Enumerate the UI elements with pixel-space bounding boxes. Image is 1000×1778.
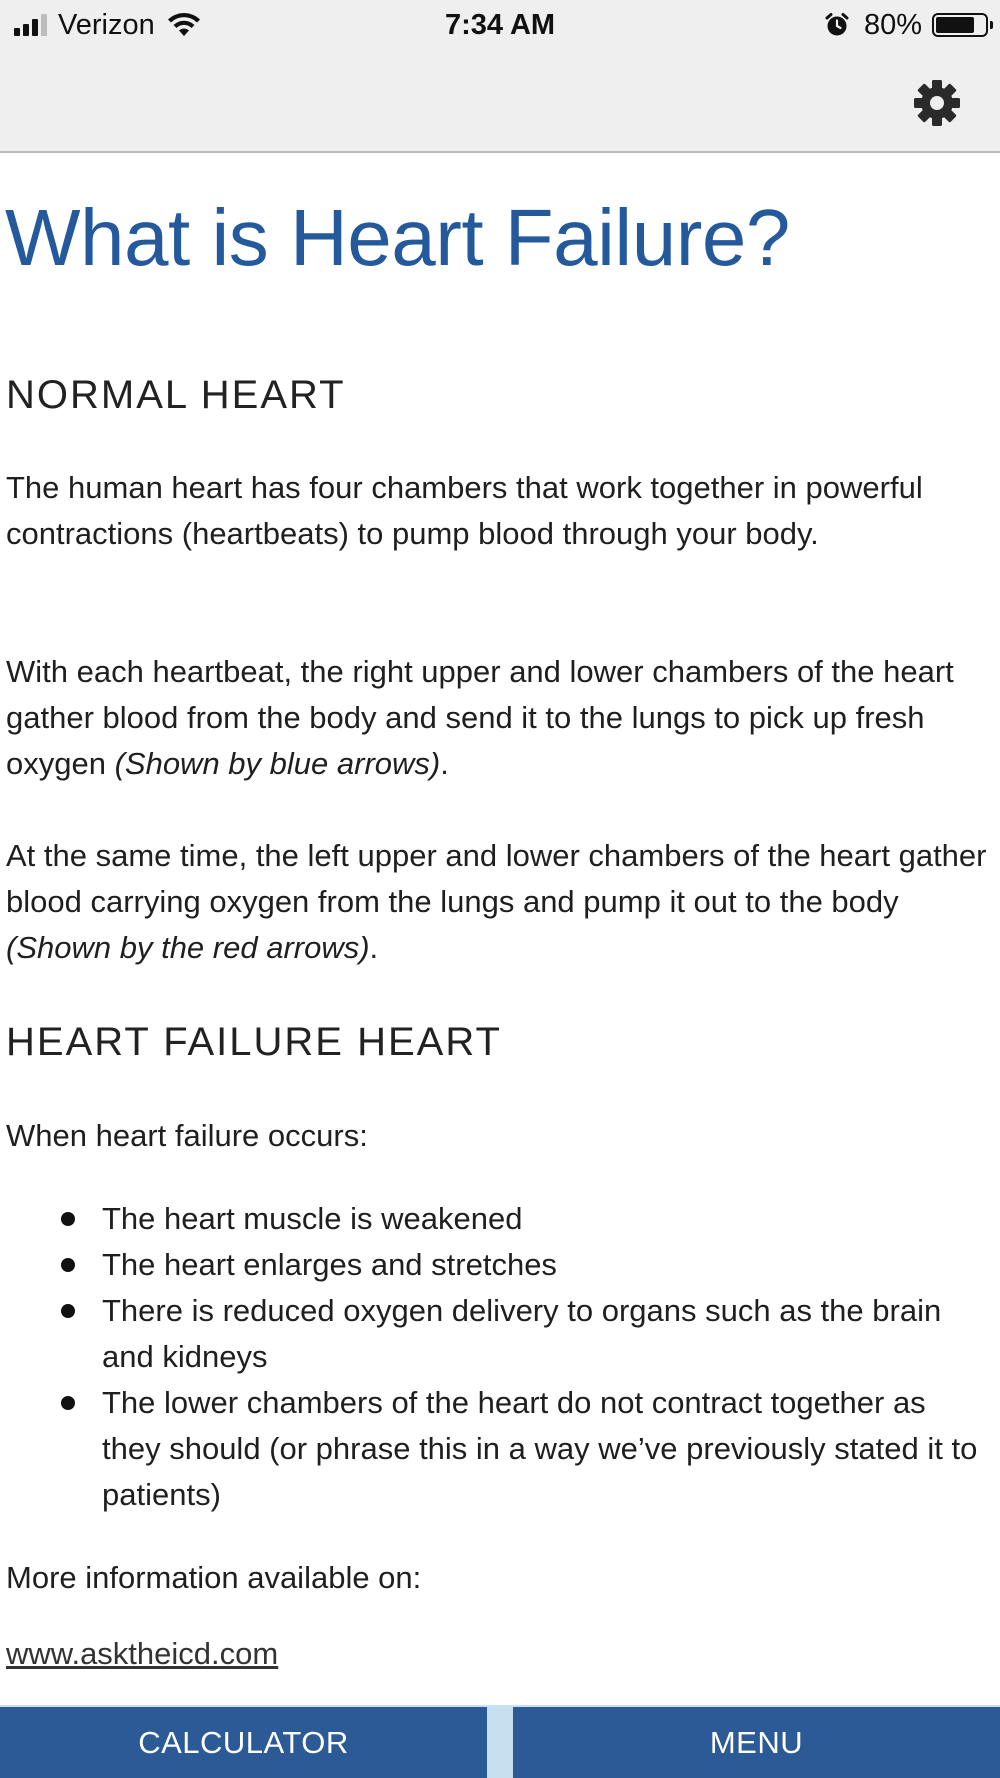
list-item: The lower chambers of the heart do not contract together as they should (or phrase this in a way we’ve previously stated it to patients) xyxy=(0,1380,1000,1518)
top-bar xyxy=(0,0,1000,153)
status-bar xyxy=(0,0,1000,50)
blue-arrows-note: (Shown by blue arrows) xyxy=(114,746,441,781)
paragraph-chambers: The human heart has four chambers that work together in powerful contractions (heartbeats) to pump blood through your body. xyxy=(6,470,923,551)
settings-button[interactable] xyxy=(912,78,962,128)
more-info-label: More information available on: xyxy=(6,1560,422,1595)
gear-icon xyxy=(912,78,962,128)
bottom-nav xyxy=(0,1705,1000,1778)
paragraph-text: With each heartbeat, the right upper and lower chambers of the heart gather blood from the body and send it to the lungs to pick up fresh oxygen xyxy=(6,654,954,781)
list-item: There is reduced oxygen delivery to organs such as the brain and kidneys xyxy=(0,1288,1000,1380)
heart-failure-intro: When heart failure occurs: xyxy=(6,1118,368,1153)
asktheicd-link[interactable]: www.asktheicd.com xyxy=(6,1636,279,1671)
alarm-icon xyxy=(824,12,850,38)
battery-icon xyxy=(932,13,988,37)
paragraph-end: . xyxy=(440,746,449,781)
menu-button[interactable]: MENU xyxy=(513,1707,1000,1778)
carrier-name: Verizon xyxy=(58,8,155,41)
section-heading-heart-failure: HEART FAILURE HEART xyxy=(6,1020,502,1064)
section-heading-normal-heart: NORMAL HEART xyxy=(6,373,346,417)
paragraph-end: . xyxy=(369,930,379,965)
red-arrows-note: (Shown by the red arrows) xyxy=(6,930,370,965)
status-bar-right xyxy=(824,8,988,42)
calculator-button[interactable]: CALCULATOR xyxy=(0,1707,487,1778)
heart-failure-list xyxy=(0,1196,1000,1518)
status-time: 7:34 AM xyxy=(444,9,556,41)
battery-tip xyxy=(990,21,993,29)
battery-percent: 80% xyxy=(863,8,922,41)
paragraph-right-chambers xyxy=(6,649,991,787)
paragraph-text: At the same time, the left upper and lower chambers of the heart gather blood carrying oxygen from the lungs and pump it out to the body xyxy=(6,838,987,919)
paragraph-left-chambers xyxy=(6,833,991,971)
list-item: The heart enlarges and stretches xyxy=(0,1242,1000,1288)
page-title: What is Heart Failure? xyxy=(5,193,790,282)
battery-level xyxy=(936,17,974,33)
main-content xyxy=(0,153,1000,1705)
list-item: The heart muscle is weakened xyxy=(0,1196,1000,1242)
